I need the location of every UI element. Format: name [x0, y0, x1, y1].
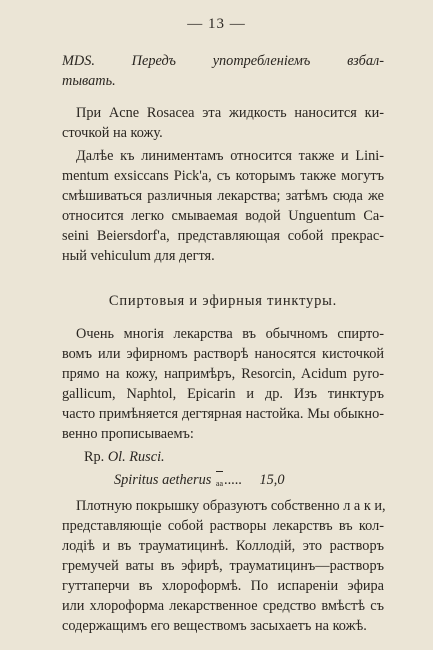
- paragraph-4-line-4: гремучей ваты въ эфирѣ, траумaтицинъ—растворъ: [62, 558, 384, 574]
- paragraph-1-line-2: сточкой на кожу.: [62, 125, 163, 141]
- paragraph-2-line-1: Далѣе къ линиментамъ относится также и Lini-: [76, 148, 384, 164]
- section-heading: Спиртовыя и эфирныя тинктуры.: [108, 293, 338, 309]
- paragraph-3-line-2: вомъ или эфирномъ растворѣ наносятся кисточкой: [62, 346, 384, 362]
- paragraph-2-line-3: смѣшиваться различныя лекарства; затѣмъ сюда же: [62, 188, 384, 204]
- recipe-ingredient: Ol. Rusci.: [107, 449, 165, 465]
- recipe-solvent: Spiritus aetherus: [114, 472, 212, 488]
- paragraph-4-line-1: Плотную покрышку образуютъ собственно л а к и,: [76, 498, 386, 514]
- recipe-amount: 15,0: [259, 472, 285, 488]
- paragraph-3-line-5: часто примѣняется дегтярная настойка. Мы обыкно-: [62, 406, 384, 422]
- recipe-dots: .....: [224, 472, 242, 488]
- recipe-line-1: [84, 447, 165, 467]
- mds-line-1: MDS. Передъ употребленіемъ взбал-: [62, 53, 384, 69]
- paragraph-4-line-2: представляющіе собой растворы лекарствъ въ кол-: [62, 518, 384, 534]
- paragraph-4-line-7: содержащимъ его веществомъ засыхаетъ на кожѣ.: [62, 618, 367, 634]
- paragraph-4-line-5: гуттаперчи въ хлороформѣ. По испареніи эфира: [62, 578, 384, 594]
- paragraph-4-line-6: или хлороформа лекарственное средство вмѣстѣ съ: [62, 598, 384, 614]
- mds-line-2: тывать.: [62, 73, 116, 89]
- paragraph-2-line-4: относится легко смываемая водой Unguentum Ca-: [62, 208, 384, 224]
- recipe-ana-mark: aa: [216, 474, 223, 494]
- paragraph-3-line-3: прямо на кожу, напримѣръ, Resorcin, Acidum pyro-: [62, 366, 384, 382]
- paragraph-2-line-6: ный vehiculum для дегтя.: [62, 248, 215, 264]
- paragraph-3-line-4: gallicum, Naphtol, Epicarin и др. Изъ тинктуръ: [62, 386, 384, 402]
- paragraph-3-line-1: Очень многія лекарства въ обычномъ спирто-: [76, 326, 384, 342]
- paragraph-2-line-5: seini Beiersdorf'a, представляющая собой прекрас-: [62, 228, 384, 244]
- recipe-prefix: Rp.: [84, 449, 105, 465]
- paragraph-2-line-2: mentum exsiccans Pick'a, съ которымъ также могутъ: [62, 168, 384, 184]
- paragraph-4-line-3: лодіѣ и въ траумaтицинѣ. Коллодій, это растворъ: [62, 538, 384, 554]
- paragraph-1-line-1: При Acne Rosacea эта жидкость наносится ки-: [76, 105, 384, 121]
- paragraph-3-line-6: венно прописываемъ:: [62, 426, 194, 442]
- page-number: — 13 —: [187, 16, 246, 32]
- recipe-line-2: [114, 470, 284, 492]
